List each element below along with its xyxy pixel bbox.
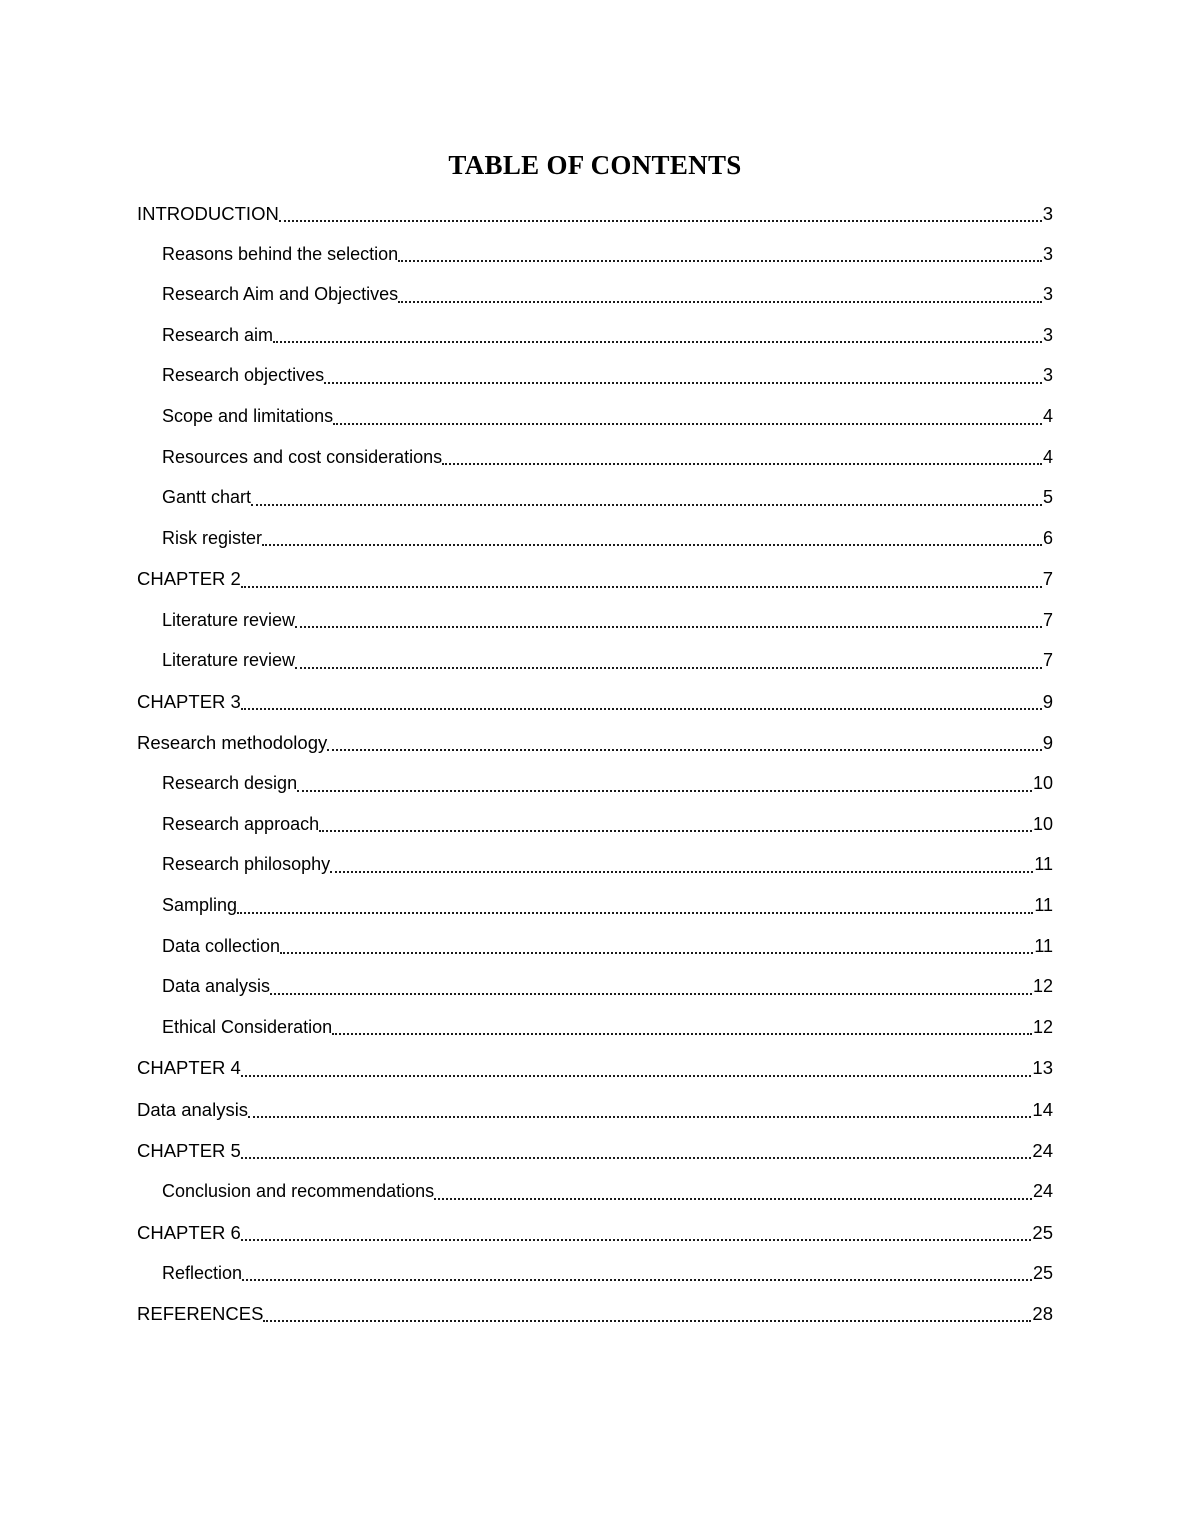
table-of-contents xyxy=(137,193,1053,1335)
toc-entry-page-number: 14 xyxy=(1032,1098,1053,1120)
toc-entry-page-number: 3 xyxy=(1042,284,1053,305)
toc-entry[interactable] xyxy=(137,356,1053,397)
toc-entry[interactable] xyxy=(137,193,1053,234)
toc-entry-page-number: 12 xyxy=(1032,976,1053,997)
toc-entry-label: Research design xyxy=(162,773,298,794)
toc-entry-label: Ethical Consideration xyxy=(162,1016,333,1037)
toc-entry-page-number: 3 xyxy=(1042,243,1053,264)
toc-leader-dots xyxy=(319,817,1032,832)
toc-leader-dots xyxy=(330,858,1033,873)
toc-entry[interactable] xyxy=(137,1171,1053,1212)
toc-entry-page-number: 3 xyxy=(1042,324,1053,345)
toc-leader-dots xyxy=(297,777,1032,792)
toc-entry-label: Research aim xyxy=(162,324,274,345)
toc-entry-label: Research methodology xyxy=(137,732,328,753)
toc-entry-label: Research Aim and Objectives xyxy=(162,284,399,305)
toc-entry-page-number: 7 xyxy=(1042,650,1053,671)
toc-entry[interactable] xyxy=(137,1212,1053,1253)
toc-leader-dots xyxy=(333,410,1042,425)
toc-leader-dots xyxy=(242,1266,1032,1281)
toc-leader-dots xyxy=(263,1307,1031,1322)
toc-entry-label: Literature review xyxy=(162,609,296,630)
toc-leader-dots xyxy=(241,695,1042,710)
toc-entry-page-number: 10 xyxy=(1032,813,1053,834)
toc-entry-page-number: 9 xyxy=(1042,732,1053,753)
toc-entry[interactable] xyxy=(137,397,1053,438)
toc-leader-dots xyxy=(327,736,1041,751)
toc-entry-page-number: 5 xyxy=(1042,487,1053,508)
toc-leader-dots xyxy=(442,450,1042,465)
toc-entry-label: CHAPTER 2 xyxy=(137,568,241,590)
toc-entry-page-number: 10 xyxy=(1032,773,1053,794)
toc-entry-page-number: 11 xyxy=(1034,854,1053,875)
toc-entry-label: Reflection xyxy=(162,1262,243,1283)
toc-leader-dots xyxy=(241,572,1042,587)
toc-entry-page-number: 13 xyxy=(1032,1057,1053,1079)
toc-leader-dots xyxy=(279,206,1042,221)
toc-entry-label: REFERENCES xyxy=(137,1303,264,1325)
toc-entry-page-number: 3 xyxy=(1042,202,1053,224)
toc-entry-label: Literature review xyxy=(162,650,296,671)
toc-entry-label: Research approach xyxy=(162,813,320,834)
page-title: TABLE OF CONTENTS xyxy=(448,150,742,180)
toc-leader-dots xyxy=(295,613,1042,628)
toc-leader-dots xyxy=(251,491,1042,506)
toc-leader-dots xyxy=(248,1102,1031,1117)
toc-entry-label: Research objectives xyxy=(162,365,325,386)
toc-entry[interactable] xyxy=(137,723,1053,764)
toc-entry-label: CHAPTER 5 xyxy=(137,1139,241,1161)
toc-entry-label: CHAPTER 4 xyxy=(137,1057,241,1079)
toc-entry-page-number: 24 xyxy=(1032,1139,1053,1161)
toc-entry-page-number: 28 xyxy=(1032,1303,1053,1325)
toc-entry[interactable] xyxy=(137,926,1053,967)
toc-leader-dots xyxy=(270,980,1032,995)
toc-entry-label: CHAPTER 6 xyxy=(137,1221,241,1243)
toc-leader-dots xyxy=(241,1225,1032,1240)
toc-entry[interactable] xyxy=(137,967,1053,1008)
toc-entry[interactable] xyxy=(137,315,1053,356)
toc-entry-label: Sampling xyxy=(162,894,238,915)
toc-leader-dots xyxy=(332,1020,1032,1035)
toc-leader-dots xyxy=(262,531,1042,546)
toc-entry[interactable] xyxy=(137,1294,1053,1335)
toc-entry[interactable] xyxy=(137,437,1053,478)
toc-entry-label: Data analysis xyxy=(137,1098,249,1120)
toc-entry[interactable] xyxy=(137,804,1053,845)
toc-leader-dots xyxy=(241,1061,1032,1076)
toc-entry-page-number: 4 xyxy=(1042,406,1053,427)
toc-entry-label: Research philosophy xyxy=(162,854,331,875)
toc-leader-dots xyxy=(237,899,1033,914)
toc-entry[interactable] xyxy=(137,275,1053,316)
toc-entry-label: Conclusion and recommendations xyxy=(162,1180,435,1201)
toc-entry-page-number: 25 xyxy=(1032,1262,1053,1283)
toc-entry[interactable] xyxy=(137,478,1053,519)
toc-entry[interactable] xyxy=(137,1130,1053,1171)
toc-entry-label: Risk register xyxy=(162,527,263,548)
toc-entry-label: Gantt chart xyxy=(162,487,252,508)
toc-leader-dots xyxy=(280,939,1033,954)
toc-entry-page-number: 11 xyxy=(1034,935,1053,956)
toc-entry-page-number: 9 xyxy=(1042,690,1053,712)
toc-leader-dots xyxy=(295,654,1042,669)
toc-entry[interactable] xyxy=(137,1253,1053,1294)
toc-entry-page-number: 12 xyxy=(1032,1016,1053,1037)
toc-entry-label: Data analysis xyxy=(162,976,271,997)
toc-entry-page-number: 7 xyxy=(1042,568,1053,590)
toc-leader-dots xyxy=(241,1144,1032,1159)
toc-leader-dots xyxy=(398,288,1042,303)
toc-entry-page-number: 4 xyxy=(1042,446,1053,467)
toc-entry[interactable] xyxy=(137,600,1053,641)
toc-leader-dots xyxy=(324,369,1042,384)
toc-entry-label: Resources and cost considerations xyxy=(162,446,443,467)
toc-leader-dots xyxy=(398,247,1042,262)
toc-entry[interactable] xyxy=(137,764,1053,805)
toc-leader-dots xyxy=(434,1185,1032,1200)
toc-entry[interactable] xyxy=(137,641,1053,682)
toc-entry[interactable] xyxy=(137,518,1053,559)
toc-entry-page-number: 7 xyxy=(1042,609,1053,630)
toc-entry-label: CHAPTER 3 xyxy=(137,690,241,712)
toc-entry[interactable] xyxy=(137,234,1053,275)
toc-entry[interactable] xyxy=(137,1048,1053,1089)
toc-entry-page-number: 24 xyxy=(1032,1180,1053,1201)
toc-entry-page-number: 6 xyxy=(1042,527,1053,548)
toc-entry[interactable] xyxy=(137,885,1053,926)
toc-entry[interactable] xyxy=(137,845,1053,886)
toc-entry[interactable] xyxy=(137,1089,1053,1130)
toc-entry-page-number: 3 xyxy=(1042,365,1053,386)
toc-entry[interactable] xyxy=(137,681,1053,722)
toc-entry-page-number: 11 xyxy=(1034,894,1053,915)
toc-entry[interactable] xyxy=(137,1007,1053,1048)
toc-entry-label: INTRODUCTION xyxy=(137,202,279,224)
toc-entry-label: Scope and limitations xyxy=(162,406,334,427)
toc-leader-dots xyxy=(273,329,1042,344)
toc-entry-label: Data collection xyxy=(162,935,281,956)
toc-entry[interactable] xyxy=(137,559,1053,600)
toc-entry-label: Reasons behind the selection xyxy=(162,243,399,264)
toc-entry-page-number: 25 xyxy=(1032,1221,1053,1243)
